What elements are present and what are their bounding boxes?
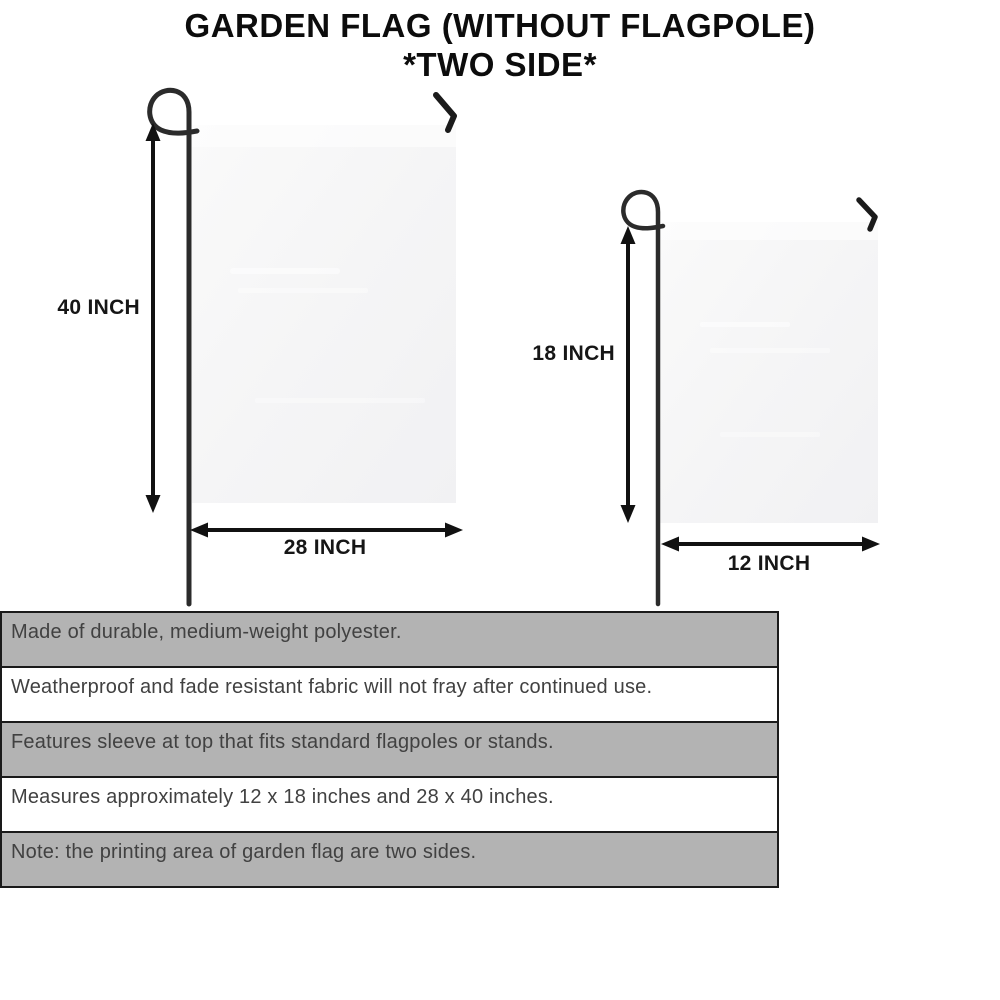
- spec-row-material: Made of durable, medium-weight polyester.: [0, 611, 779, 668]
- small-flag: [660, 222, 878, 523]
- large-flag: [192, 125, 456, 503]
- width-arrow-small: [661, 537, 880, 552]
- spec-table: [0, 611, 779, 888]
- small-flag-height-label: 18 INCH: [532, 342, 615, 365]
- height-arrow-large: [146, 123, 161, 513]
- large-flag-width-label: 28 INCH: [283, 536, 367, 559]
- spec-row-measures: Measures approximately 12 x 18 inches and 28 x 40 inches.: [0, 776, 779, 833]
- large-flag-height-label: 40 INCH: [57, 296, 140, 319]
- large-flagpole: [150, 90, 197, 604]
- small-flag-width-label: 12 INCH: [727, 552, 811, 575]
- spec-row-sleeve: Features sleeve at top that fits standard flagpoles or stands.: [0, 721, 779, 778]
- spec-row-weatherproof: Weatherproof and fade resistant fabric will not fray after continued use.: [0, 666, 779, 723]
- title-line-2: *TWO SIDE*: [403, 46, 597, 83]
- title-line-1: GARDEN FLAG (WITHOUT FLAGPOLE): [184, 7, 816, 44]
- large-flag-hook-icon: [436, 95, 454, 130]
- height-arrow-small: [621, 226, 636, 523]
- spec-row-note: Note: the printing area of garden flag are two sides.: [0, 831, 779, 888]
